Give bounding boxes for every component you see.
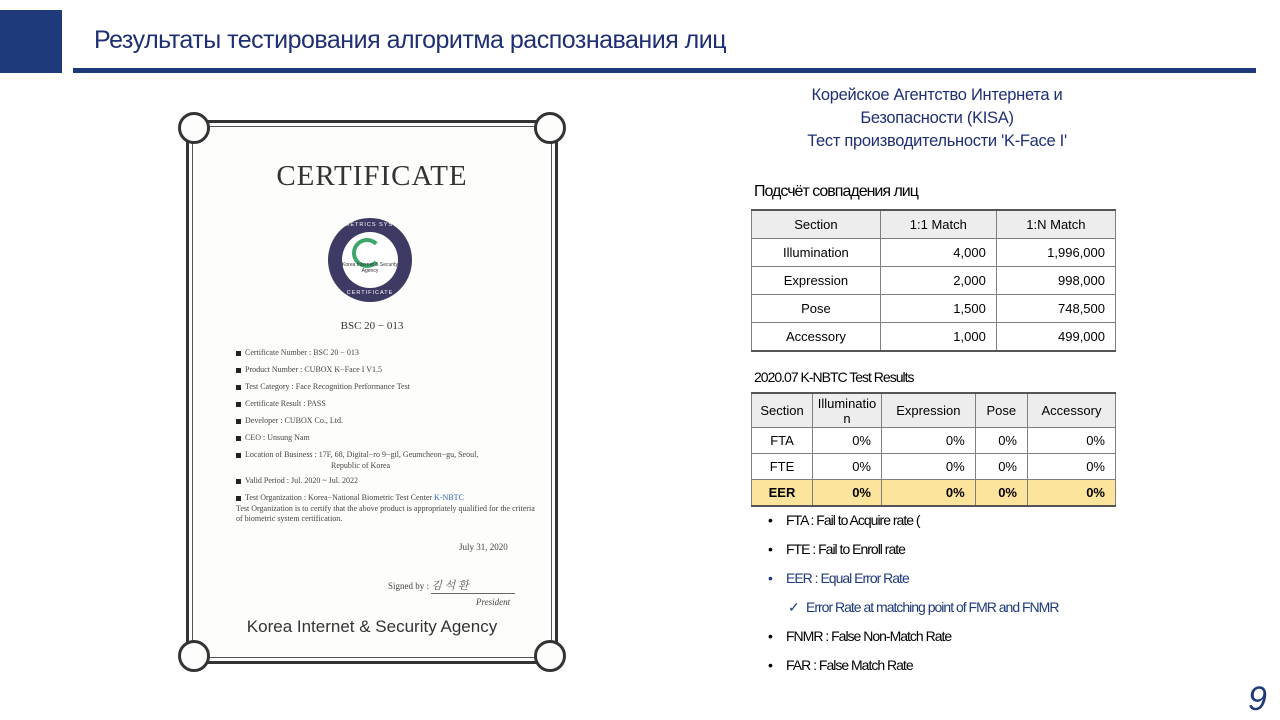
table-cell: 0% bbox=[813, 454, 882, 480]
list-item: • FTE : Fail to Enroll rate bbox=[768, 541, 905, 557]
certificate-line: Developer : CUBOX Co., Ltd. bbox=[236, 416, 536, 433]
table-cell: 748,500 bbox=[996, 295, 1115, 323]
list-item: • EER : Equal Error Rate bbox=[768, 570, 909, 586]
ornament-tr bbox=[534, 112, 566, 144]
seal-bottom-text: CERTIFICATE bbox=[346, 290, 394, 296]
seal-inner bbox=[342, 232, 398, 288]
table-cell: FTA bbox=[752, 428, 813, 454]
table-cell: 1,500 bbox=[880, 295, 996, 323]
definitions-list bbox=[768, 512, 1058, 686]
results-table-caption: 2020.07 K-NBTC Test Results bbox=[754, 369, 914, 385]
certificate-line: Certificate Number : BSC 20 − 013 bbox=[236, 348, 536, 365]
table-row bbox=[752, 323, 1116, 352]
match-table bbox=[751, 209, 1116, 352]
certificate-statement: Test Organization is to certify that the above product is appropriately qualified for the criteria of biometric system certification. bbox=[236, 504, 535, 523]
table-row bbox=[752, 428, 1116, 454]
table-cell: 0% bbox=[975, 480, 1027, 507]
page-number: 9 bbox=[1248, 680, 1267, 718]
table-row bbox=[752, 239, 1116, 267]
table-cell: Illumination bbox=[752, 239, 881, 267]
table-cell: 0% bbox=[1027, 480, 1115, 507]
table-row bbox=[752, 454, 1116, 480]
table-cell: 0% bbox=[882, 480, 976, 507]
header-cell: Section bbox=[752, 393, 813, 428]
seal-top-text: BIOMETRICS SYSTEM bbox=[332, 222, 408, 228]
certificate-seal bbox=[328, 218, 412, 302]
list-item: • FAR : False Match Rate bbox=[768, 657, 913, 673]
table-cell: 1,996,000 bbox=[996, 239, 1115, 267]
slide-title: Результаты тестирования алгоритма распознавания лиц bbox=[94, 26, 727, 54]
certificate-heading: CERTIFICATE bbox=[276, 160, 468, 192]
table-cell: 1,000 bbox=[880, 323, 996, 352]
certificate-line: Republic of Korea bbox=[331, 461, 391, 470]
header-cell: Pose bbox=[975, 393, 1027, 428]
certificate-number: BSC 20 − 013 bbox=[340, 320, 404, 332]
table-cell: 499,000 bbox=[996, 323, 1115, 352]
ornament-br bbox=[534, 640, 566, 672]
header-cell: 1:1 Match bbox=[880, 210, 996, 239]
signature: 김 석 환 bbox=[431, 577, 515, 594]
table-cell: 998,000 bbox=[996, 267, 1115, 295]
table-cell: 4,000 bbox=[880, 239, 996, 267]
table-row bbox=[752, 267, 1116, 295]
table-cell: 0% bbox=[975, 428, 1027, 454]
table-cell: 0% bbox=[975, 454, 1027, 480]
table-cell: FTE bbox=[752, 454, 813, 480]
table-cell: Pose bbox=[752, 295, 881, 323]
certificate-line: CEO : Unsung Nam bbox=[236, 433, 536, 450]
certificate-line: Test Organization : Korea−National Biometric Test Center K-NBTC bbox=[236, 493, 536, 510]
table-row-highlighted bbox=[752, 480, 1116, 507]
certificate-line: Test Category : Face Recognition Performance Test bbox=[236, 382, 536, 399]
kisa-line3: Тест производительности 'K-Face I' bbox=[807, 132, 1067, 150]
ornament-tl bbox=[178, 112, 210, 144]
header-cell: 1:N Match bbox=[996, 210, 1115, 239]
list-item: • FTA : Fail to Acquire rate ( bbox=[768, 512, 920, 528]
title-underline bbox=[73, 68, 1256, 73]
certificate-footer: Korea Internet & Security Agency bbox=[246, 617, 498, 636]
table-header-row bbox=[752, 393, 1116, 428]
results-table bbox=[751, 392, 1116, 507]
table-cell: 0% bbox=[1027, 454, 1115, 480]
table-cell: Expression bbox=[752, 267, 881, 295]
table-cell: 2,000 bbox=[880, 267, 996, 295]
certificate-president: President bbox=[476, 597, 511, 607]
corner-block bbox=[0, 10, 62, 73]
kisa-line2: Безопасности (KISA) bbox=[860, 109, 1014, 127]
table-cell: 0% bbox=[813, 428, 882, 454]
checkmark-icon: ✓ bbox=[788, 599, 799, 615]
table-cell: 0% bbox=[1027, 428, 1115, 454]
table-cell: 0% bbox=[882, 454, 976, 480]
table-cell: 0% bbox=[813, 480, 882, 507]
seal-center-text: Korea Internet & Security Agency bbox=[342, 262, 398, 274]
certificate-date: July 31, 2020 bbox=[459, 542, 508, 552]
certificate-line: Location of Business : 17F, 68, Digital−ro 9−gil, Geumcheon−gu, Seoul, bbox=[236, 450, 536, 461]
certificate-line: Valid Period : Jul. 2020 ~ Jul. 2022 bbox=[236, 476, 536, 493]
list-item-sub: ✓ Error Rate at matching point of FMR and FNMR bbox=[788, 599, 1059, 615]
certificate-image bbox=[186, 120, 558, 664]
kisa-line1: Корейское Агентство Интернета и bbox=[811, 86, 1063, 104]
certificate-line: Product Number : CUBOX K−Face I V1.5 bbox=[236, 365, 536, 382]
knbtc-logo: K-NBTC bbox=[434, 493, 464, 502]
list-item: • FNMR : False Non-Match Rate bbox=[768, 628, 952, 644]
certificate-signed-by: Signed by : 김 석 환 bbox=[388, 577, 515, 594]
kisa-heading bbox=[760, 84, 1114, 153]
table-cell: 0% bbox=[882, 428, 976, 454]
table-header-row bbox=[752, 210, 1116, 239]
header-cell: Accessory bbox=[1027, 393, 1115, 428]
table-row bbox=[752, 295, 1116, 323]
match-table-caption: Подсчёт совпадения лиц bbox=[754, 183, 918, 200]
certificate-details bbox=[236, 348, 536, 510]
ornament-bl bbox=[178, 640, 210, 672]
certificate-line: Certificate Result : PASS bbox=[236, 399, 536, 416]
table-cell: Accessory bbox=[752, 323, 881, 352]
table-cell: EER bbox=[752, 480, 813, 507]
header-cell: Expression bbox=[882, 393, 976, 428]
header-cell: Illuminatio n bbox=[813, 393, 882, 428]
header-cell: Section bbox=[752, 210, 881, 239]
